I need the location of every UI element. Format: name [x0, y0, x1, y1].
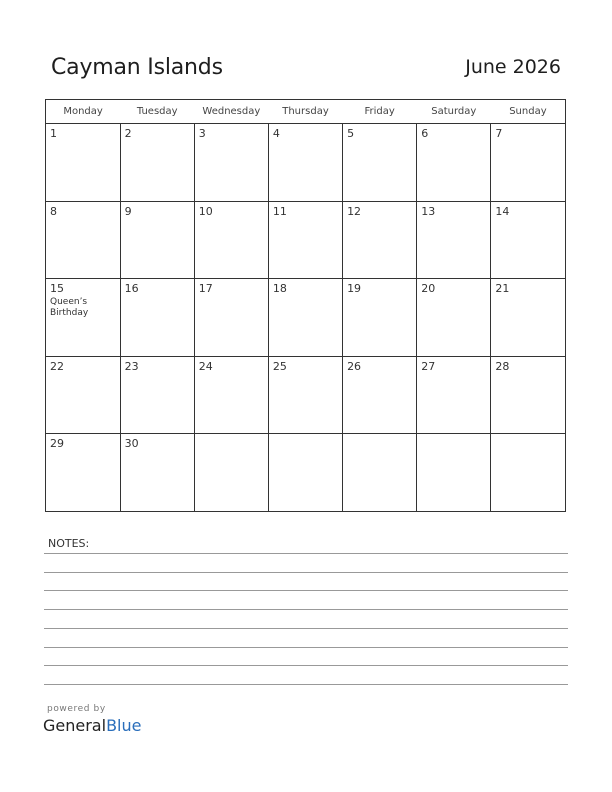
weekday-header: Wednesday — [194, 100, 268, 124]
day-cell — [491, 279, 565, 357]
notes-label: NOTES: — [48, 537, 90, 550]
day-cell — [268, 279, 342, 357]
day-number: 4 — [272, 127, 280, 140]
day-cell — [417, 356, 491, 434]
weekday-header-row — [46, 100, 565, 124]
day-cell — [120, 434, 194, 512]
notes-line — [44, 647, 568, 648]
weekday-header: Thursday — [268, 100, 342, 124]
day-number: 9 — [124, 204, 132, 218]
day-number: 24 — [198, 359, 213, 373]
day-number: 13 — [421, 204, 436, 218]
day-number: 12 — [347, 204, 362, 218]
week-row — [46, 124, 565, 202]
weekday-header: Sunday — [491, 100, 565, 124]
day-number: 16 — [124, 282, 139, 295]
calendar-country-title: Cayman Islands — [51, 55, 223, 80]
day-cell — [343, 356, 417, 434]
weekday-header: Tuesday — [120, 100, 194, 124]
day-number: 27 — [421, 359, 436, 373]
brand-general: General — [43, 716, 107, 735]
calendar-grid — [45, 99, 566, 512]
calendar-body — [46, 124, 565, 512]
day-number: 1 — [50, 127, 57, 140]
day-number: 7 — [495, 127, 503, 140]
day-number: 3 — [198, 127, 206, 140]
weekday-header: Monday — [46, 100, 120, 124]
day-cell — [194, 124, 268, 202]
day-number: 25 — [272, 359, 287, 373]
day-number: 26 — [347, 359, 362, 373]
day-cell — [194, 434, 268, 512]
day-number: 19 — [347, 282, 362, 295]
notes-line — [44, 553, 568, 554]
day-cell — [417, 124, 491, 202]
weekday-header: Saturday — [417, 100, 491, 124]
day-number: 8 — [50, 204, 57, 218]
calendar-month-title: June 2026 — [465, 56, 561, 78]
day-cell — [194, 356, 268, 434]
day-number: 6 — [421, 127, 429, 140]
generalblue-logo — [43, 716, 141, 735]
day-cell — [120, 201, 194, 279]
day-cell — [46, 434, 120, 512]
day-cell — [491, 124, 565, 202]
day-number: 17 — [198, 282, 213, 295]
day-cell — [343, 279, 417, 357]
day-cell — [46, 201, 120, 279]
day-number: 20 — [421, 282, 436, 295]
day-cell — [194, 201, 268, 279]
notes-line — [44, 684, 568, 685]
day-number: 28 — [495, 359, 510, 373]
day-number: 23 — [124, 359, 139, 373]
day-number: 18 — [272, 282, 287, 295]
day-number: 14 — [495, 204, 510, 218]
day-number: 21 — [495, 282, 510, 295]
brand-blue: Blue — [106, 716, 142, 735]
day-cell — [120, 124, 194, 202]
day-cell — [46, 356, 120, 434]
day-cell — [194, 279, 268, 357]
notes-line — [44, 628, 568, 629]
day-cell — [491, 434, 565, 512]
day-number: 10 — [198, 204, 213, 218]
day-cell — [343, 124, 417, 202]
week-row — [46, 201, 565, 279]
notes-line — [44, 609, 568, 610]
notes-line — [44, 572, 568, 573]
day-cell — [417, 201, 491, 279]
week-row — [46, 356, 565, 434]
day-number: 5 — [347, 127, 355, 140]
day-cell — [491, 201, 565, 279]
day-cell — [120, 356, 194, 434]
day-cell — [268, 124, 342, 202]
day-cell — [268, 434, 342, 512]
day-cell — [491, 356, 565, 434]
day-cell — [46, 279, 120, 357]
day-cell — [268, 201, 342, 279]
week-row — [46, 434, 565, 512]
day-number: 15 — [50, 282, 64, 295]
notes-line — [44, 590, 568, 591]
day-cell — [268, 356, 342, 434]
day-number: 29 — [50, 437, 64, 450]
day-number: 11 — [272, 204, 287, 218]
notes-line — [44, 665, 568, 666]
day-number: 30 — [124, 437, 139, 450]
day-number: 22 — [50, 359, 64, 373]
day-cell — [417, 279, 491, 357]
holiday-label: Queen’s Birthday — [50, 297, 89, 318]
day-cell — [120, 279, 194, 357]
day-cell — [343, 434, 417, 512]
week-row — [46, 279, 565, 357]
day-cell — [46, 124, 120, 202]
day-cell — [343, 201, 417, 279]
day-number: 2 — [124, 127, 132, 140]
weekday-header: Friday — [343, 100, 417, 124]
day-cell — [417, 434, 491, 512]
powered-by-text: powered by — [47, 704, 106, 714]
